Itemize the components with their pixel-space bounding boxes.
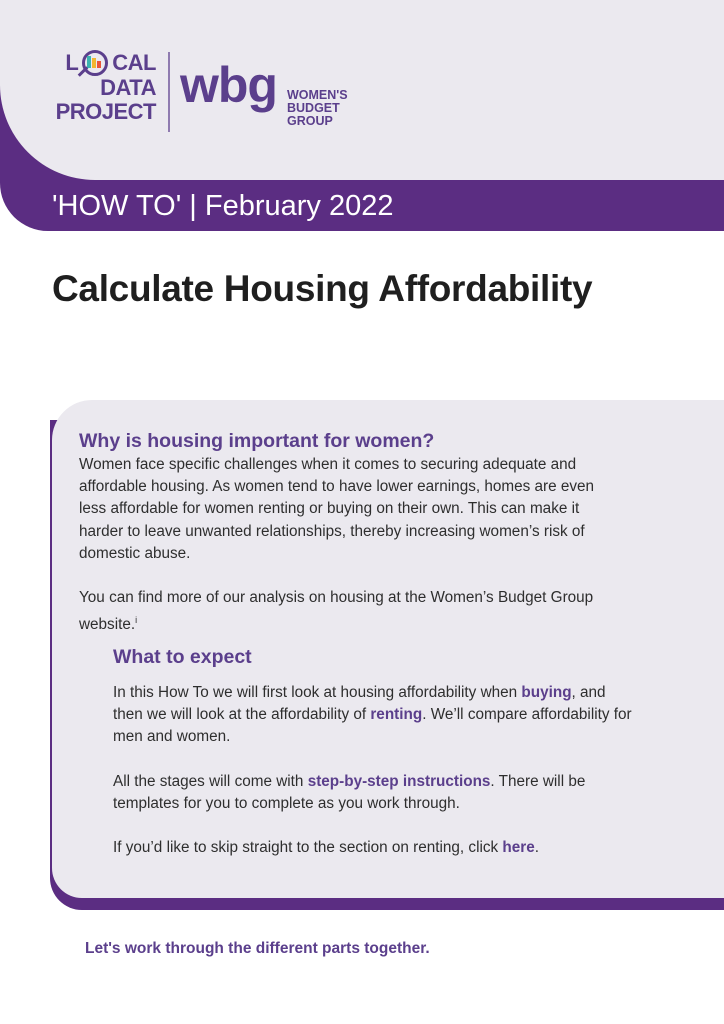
here-link[interactable]: here (502, 839, 535, 857)
logo-text: PROJECT (55, 99, 156, 124)
why-paragraph-2: You can find more of our analysis on housing at the Women’s Budget Group website.$^i$ (79, 589, 594, 634)
expect-paragraph-3: If you’d like to skip straight to the section on renting, click here. (113, 839, 539, 857)
step-by-step-link[interactable]: step-by-step instructions (307, 772, 491, 790)
wbg-logo-mark: wbg (180, 57, 277, 113)
page-title: Calculate Housing Affordability (52, 268, 593, 309)
wbg-logo-text: WOMEN'S BUDGET GROUP (287, 88, 348, 128)
logo-text: DATA (100, 75, 156, 100)
local-data-project-logo (50, 50, 156, 124)
logo-text: CAL (112, 50, 156, 75)
buying-link[interactable]: buying (521, 684, 572, 701)
logo (50, 50, 370, 136)
logo-text: L (65, 50, 79, 75)
series-date: 'HOW TO' | February 2022 (52, 190, 394, 222)
why-paragraph: Women face specific challenges when it comes to securing adequate and affordable housing. As women tend to have lower earnings, homes are even less affordable for women renting or buying on their own. This can make it harder to leave unwanted relationships, thereby increasing women’s risk of domestic abuse. (79, 456, 595, 562)
expect-paragraph-2: All the stages will come with step-by-step instructions. There will be templates for you to complete as you work through. (113, 772, 586, 812)
expect-heading: What to expect (113, 646, 252, 668)
footer-note: Let's work through the different parts together. (85, 940, 430, 957)
renting-link[interactable]: renting (370, 706, 423, 724)
why-heading: Why is housing important for women? (79, 430, 435, 452)
logo-divider (168, 52, 170, 132)
magnifier-chart-icon (80, 50, 110, 76)
expect-section (113, 644, 633, 881)
expect-paragraph-1: In this How To we will first look at housing affordability when buying, and then we will look at the affordability of renting. We’ll compare affordability for men and women. (113, 684, 632, 746)
footnote-marker[interactable]: i (135, 615, 138, 626)
why-section (79, 428, 619, 659)
